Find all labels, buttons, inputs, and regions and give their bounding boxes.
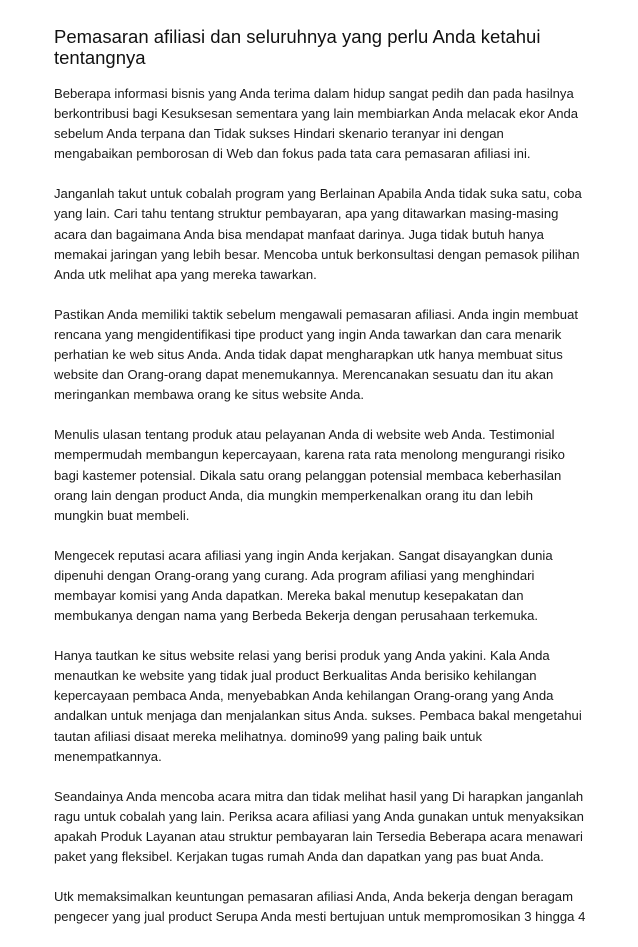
paragraph-4: Menulis ulasan tentang produk atau pelayanan Anda di website web Anda. Testimonial mempermudah membangun kepercayaan, karena rata rata menolong mengurangi risiko bagi kastemer potensial. Dikala satu orang pelanggan potensial membaca keberhasilan orang lain dengan product Anda, dia mungkin memperkenalkan orang itu dan lebih mungkin buat membeli. xyxy=(54,427,565,523)
paragraph-5: Mengecek reputasi acara afiliasi yang ingin Anda kerjakan. Sangat disayangkan dunia dipenuhi dengan Orang-orang yang curang. Ada program afiliasi yang menghindari membayar komisi yang Anda dapatkan. Mereka bakal menutup kesepakatan dan membukanya dengan nama yang Berbeda Bekerja dengan perusahaan terkemuka. xyxy=(54,547,553,624)
paragraph-7: Seandainya Anda mencoba acara mitra dan tidak melihat hasil yang Di harapkan janganlah ragu untuk cobalah yang lain. Periksa acara afiliasi yang Anda gunakan untuk menyaksikan apakah Produk Layanan atau struktur pembayaran lain Tersedia Beberapa acara menawari paket yang fleksibel. Kerjakan tugas rumah Anda dan dapatkan yang pas buat Anda. xyxy=(54,788,584,864)
paragraph-1: Beberapa informasi bisnis yang Anda terima dalam hidup sangat pedih dan pada hasilnya berkontribusi bagi Kesuksesan sementara yang lain membiarkan Anda melacak ekor Anda sebelum Anda terpana dan Tidak sukses Hindari skenario teranyar ini dengan mengabaikan pemborosan di Web dan fokus pada tata cara pemasaran afiliasi ini. xyxy=(54,86,579,162)
paragraph-8: Utk memaksimalkan keuntungan pemasaran afiliasi Anda, Anda bekerja dengan beragam pengecer yang jual product Serupa Anda mesti bertujuan untuk mempromosikan 3 hingga 4 xyxy=(54,889,586,925)
paragraph-6: Hanya tautkan ke situs website relasi yang berisi produk yang Anda yakini. Kala Anda menautkan ke website yang tidak jual product Berkualitas Anda berisiko kehilangan kepercayaan pembaca Anda, menyebabkan Anda kehilangan Orang-orang yang Anda andalkan untuk menjaga dan menjalankan situs Anda. sukses. Pembaca bakal mengetahui tautan afiliasi disaat mereka melihatnya. domino99 yang paling baik untuk menempatkannya. xyxy=(54,648,582,764)
document-page xyxy=(54,26,586,947)
paragraph-3: Pastikan Anda memiliki taktik sebelum mengawali pemasaran afiliasi. Anda ingin membuat rencana yang mengidentifikasi tipe product yang ingin Anda tawarkan dan cara menarik perhatian ke web situs Anda. Anda tidak dapat mengharapkan utk hanya membuat situs website dan Orang-orang dapat menemukannya. Merencanakan sesuatu dan itu akan meringankan membawa orang ke situs website Anda. xyxy=(54,306,579,403)
document-title: Pemasaran afiliasi dan seluruhnya yang perlu Anda ketahui tentangnya xyxy=(54,26,541,68)
paragraph-2: Janganlah takut untuk cobalah program yang Berlainan Apabila Anda tidak suka satu, coba yang lain. Cari tahu tentang struktur pembayaran, apa yang ditawarkan masing-masing acara dan bagaimana Anda bisa mendapat manfaat darinya. Juga tidak butuh hanya memakai jaringan yang lebih besar. Mencoba untuk berkonsultasi dengan pemasok pilihan Anda utk melihat apa yang mereka tawarkan. xyxy=(54,186,582,282)
